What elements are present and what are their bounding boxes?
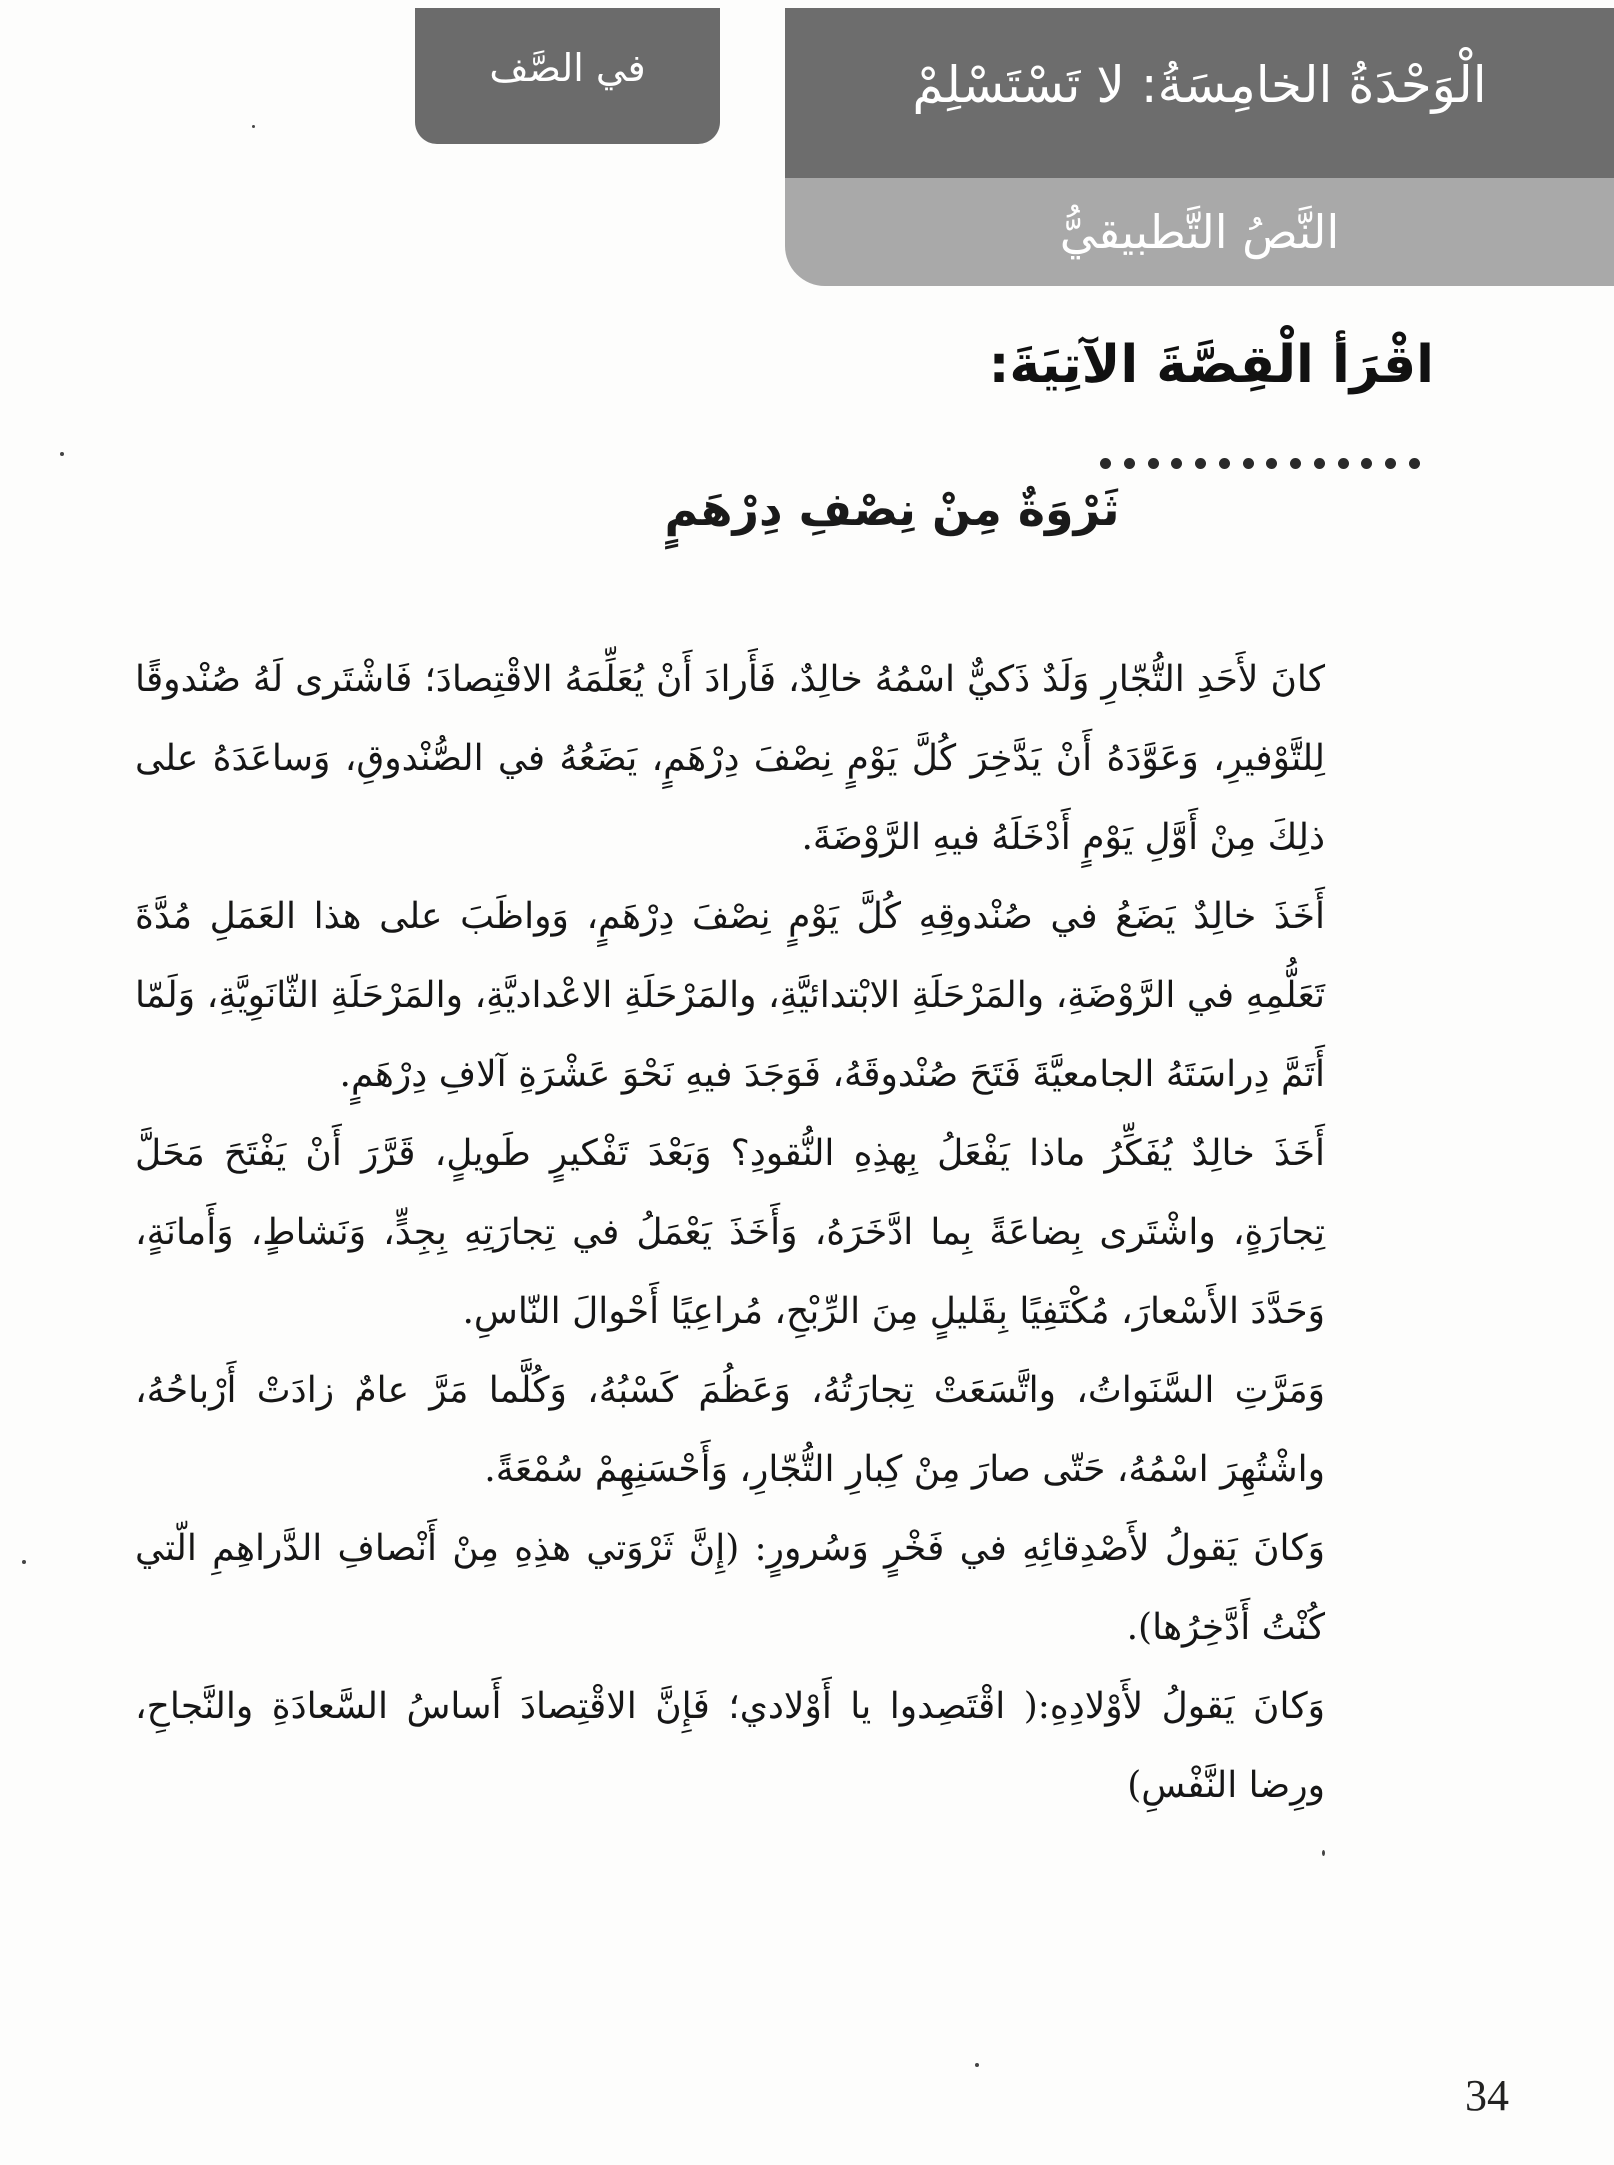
unit-subtitle-bar <box>785 178 1614 286</box>
story-title: ثَرْوَةٌ مِنْ نِصْفِ دِرْهَمٍ <box>664 482 1120 536</box>
unit-header <box>785 8 1614 286</box>
story-paragraph: وَكانَ يَقولُ لأَصْدِقائِهِ في فَخْرٍ وَسُرورٍ: (إِنَّ ثَرْوَتي هذِهِ مِنْ أَنْصافِ الدَّراهِمِ الّتي كُنْتُ أَدَّخِرُها). <box>135 1528 1325 1648</box>
unit-title-bar <box>785 8 1614 178</box>
unit-title: الْوَحْدَةُ الخامِسَةُ: لا تَسْتَسْلِمْ <box>912 56 1487 114</box>
scan-speck <box>1322 1850 1325 1856</box>
unit-subtitle: النَّصُ التَّطبيقيُّ <box>1059 205 1340 259</box>
story-paragraph: أَخَذَ خالِدٌ يَضَعُ في صُنْدوقِهِ كُلَّ يَوْمٍ نِصْفَ دِرْهَمٍ، وَواظَبَ على هذا العَمَلِ مُدَّةَ تَعَلُّمِهِ في الرَّوْضَةِ، والمَرْحَلَةِ الابْتدائيَّةِ، والمَرْحَلَةِ الاعْداديَّةِ، والمَرْحَلَةِ الثّانَوِيَّةِ، وَلَمّا أَتَمَّ دِراسَتَهُ الجامعيَّةَ فَتَحَ صُنْدوقَهُ، فَوَجَدَ فيهِ نَحْوَ عَشْرَةِ آلافِ دِرْهَمٍ. <box>135 896 1325 1095</box>
class-tab-label: في الصَّف <box>489 46 646 90</box>
instruction-heading: اقْرَأ الْقِصَّةَ الآتِيَةَ: <box>988 335 1434 395</box>
story-paragraph: كانَ لأَحَدِ التُّجّارِ وَلَدٌ ذَكيٌّ اسْمُهُ خالِدٌ، فَأَرادَ أَنْ يُعَلِّمَهُ الاقْتِصادَ؛ فَاشْتَرى لَهُ صُنْدوقًا لِلتَّوْفيرِ، وَعَوَّدَهُ أَنْ يَدَّخِرَ كُلَّ يَوْمٍ نِصْفَ دِرْهَمٍ، يَضَعُهُ في الصُّنْدوقِ، وَساعَدَهُ على ذلِكَ مِنْ أَوَّلِ يَوْمٍ أَدْخَلَهُ فيهِ الرَّوْضَةَ. <box>135 659 1325 858</box>
story-body <box>135 640 1325 1825</box>
class-tab <box>415 8 720 144</box>
story-title-wrap <box>0 482 1614 536</box>
story-paragraph: وَمَرَّتِ السَّنَواتُ، واتَّسَعَتْ تِجارَتُهُ، وَعَظُمَ كَسْبُهُ، وَكُلَّما مَرَّ عامٌ زادَتْ أَرْباحُهُ، واشْتُهِرَ اسْمُهُ، حَتّى صارَ مِنْ كِبارِ التُّجّارِ، وَأَحْسَنِهِمْ سُمْعَةً. <box>135 1370 1325 1490</box>
scan-speck <box>60 452 64 456</box>
story-paragraph: وَكانَ يَقولُ لأَوْلادِهِ:( اقْتَصِدوا يا أَوْلادي؛ فَإِنَّ الاقْتِصادَ أَساسُ السَّعادَةِ والنَّجاحِ، ورِضا النَّفْسِ) <box>135 1686 1325 1806</box>
scan-speck <box>252 125 255 128</box>
dotted-divider <box>1100 455 1420 471</box>
page-number: 34 <box>1465 2071 1509 2120</box>
scan-speck <box>22 1560 26 1564</box>
story-paragraph: أَخَذَ خالِدٌ يُفَكِّرُ ماذا يَفْعَلُ بِهذِهِ النُّقودِ؟ وَبَعْدَ تَفْكيرٍ طَويلٍ، قَرَّرَ أَنْ يَفْتَحَ مَحَلَّ تِجارَةٍ، واشْتَرى بِضاعَةً بِما ادَّخَرَهُ، وَأَخَذَ يَعْمَلُ في تِجارَتِهِ بِجِدٍّ، وَنَشاطٍ، وَأَمانَةٍ، وَحَدَّدَ الأَسْعارَ، مُكْتَفِيًا بِقَليلٍ مِنَ الرِّبْحِ، مُراعِيًا أَحْوالَ النّاسِ. <box>135 1133 1325 1332</box>
scan-speck <box>975 2063 979 2067</box>
